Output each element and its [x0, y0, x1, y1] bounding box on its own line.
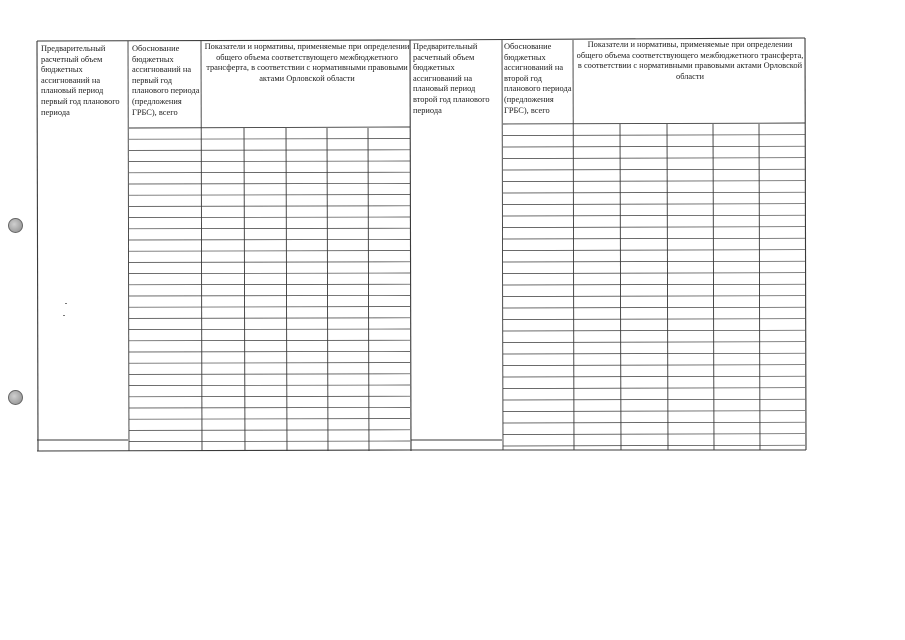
left-row-line-27	[129, 430, 410, 431]
right-indicator-subcol-2	[667, 124, 668, 450]
header-left-indicators: Показатели и нормативы, применяемые при определении общего объема соответствующего межбюджетного трансферта, в соответствии с нормативными правовыми актами Орловской области	[204, 42, 410, 83]
left-row-line-24	[129, 396, 410, 397]
left-row-line-20	[129, 351, 410, 352]
right-indicator-subcol-1	[620, 124, 621, 450]
right-row-line-5	[503, 181, 805, 182]
header-right-justification: Обоснование бюджетных ассигнований на второй год планового периода (предложения ГРБС), всего	[504, 42, 572, 115]
left-row-line-26	[129, 419, 410, 420]
left-row-line-21	[129, 363, 410, 364]
left-row-line-22	[129, 374, 410, 375]
header-right-estimated-volume: Предварительный расчетный объем бюджетных ассигнований на плановый период второй год планового периода	[413, 42, 490, 115]
left-row-line-12	[129, 262, 410, 263]
right-header-bottom	[503, 123, 805, 124]
right-col1-divider	[502, 40, 503, 450]
table-top-border-right	[411, 38, 805, 40]
left-row-line-11	[129, 251, 410, 252]
right-indicator-subcol-3	[713, 124, 714, 450]
left-row-line-23	[129, 385, 410, 386]
header-left-justification: Обоснование бюджетных ассигнований на первый год планового периода (предложения ГРБС), всего	[132, 44, 200, 117]
left-row-line-9	[129, 228, 410, 229]
right-row-line-2	[503, 146, 805, 147]
table-bottom-border-left	[37, 450, 411, 451]
right-indicator-subcol-4	[759, 124, 760, 450]
left-row-line-15	[129, 295, 410, 296]
left-indicator-subcol-2	[286, 128, 287, 451]
left-row-line-17	[129, 318, 410, 319]
left-indicator-subcol-3	[327, 128, 328, 451]
header-left-estimated-volume: Предварительный расчетный объем бюджетных ассигнований на плановый период первый год планового периода	[41, 44, 120, 117]
left-indicator-subcol-1	[244, 128, 245, 451]
left-col2-divider	[201, 41, 202, 451]
left-header-bottom	[129, 127, 410, 128]
block-divider	[410, 40, 411, 451]
left-col1-divider	[128, 41, 129, 451]
table-left-border	[37, 41, 38, 451]
right-row-line-3	[503, 158, 805, 159]
left-row-line-28	[129, 441, 410, 442]
left-indicator-subcol-4	[368, 128, 369, 451]
right-row-line-6	[503, 192, 805, 193]
table-right-border	[805, 38, 806, 450]
header-right-indicators: Показатели и нормативы, применяемые при определении общего объема соответствующего межбюджетного трансферта, в соответствии с нормативными правовыми актами Орловской области	[576, 40, 804, 81]
left-row-line-25	[129, 407, 410, 408]
left-row-line-10	[129, 239, 410, 240]
right-row-line-1	[503, 135, 805, 136]
left-row-line-13	[129, 273, 410, 274]
right-row-line-4	[503, 169, 805, 170]
right-row-line-7	[503, 204, 805, 205]
left-row-line-18	[129, 329, 410, 330]
left-row-line-14	[129, 284, 410, 285]
left-row-line-19	[129, 340, 410, 341]
left-row-line-16	[129, 307, 410, 308]
table-top-border-left	[37, 40, 411, 41]
